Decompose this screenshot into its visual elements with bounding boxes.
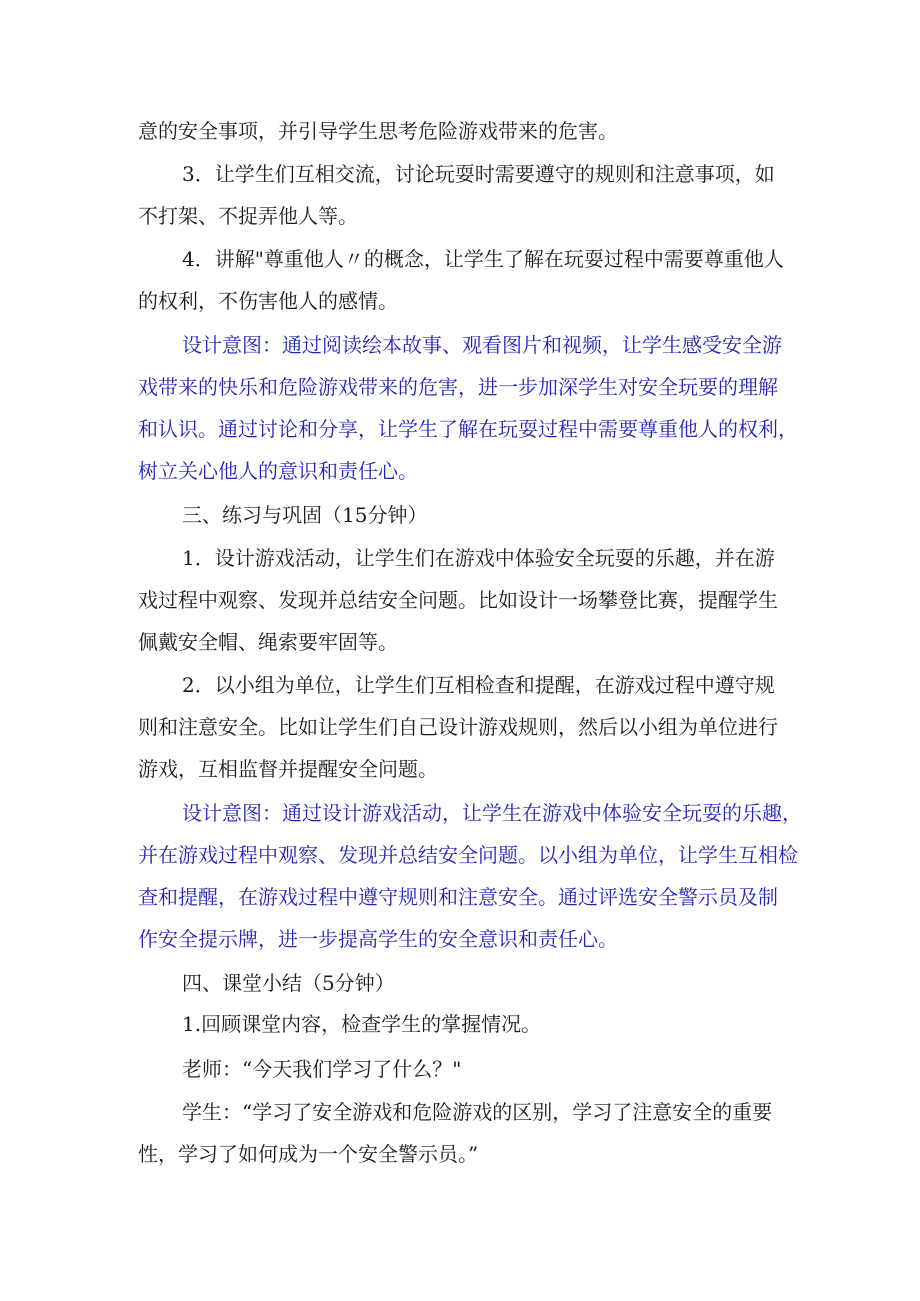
text-line: 作安全提示牌，进一步提高学生的安全意识和责任心。 xyxy=(138,927,618,951)
text-line: 性，学习了如何成为一个安全警示员。” xyxy=(138,1142,479,1166)
text-line: 设计意图：通过设计游戏活动，让学生在游戏中体验安全玩耍的乐趣， xyxy=(182,801,802,825)
text-line: 三、练习与巩固（15分钟） xyxy=(182,503,428,527)
paragraph-practice-2 xyxy=(138,664,788,790)
text-line: 则和注意安全。比如让学生们自己设计游戏规则，然后以小组为单位进行 xyxy=(138,715,778,739)
paragraph-step-4 xyxy=(138,238,788,322)
text-line: 3．让学生们互相交流，讨论玩耍时需要遵守的规则和注意事项，如 xyxy=(182,162,775,186)
section-heading-practice xyxy=(138,494,788,536)
text-line: 树立关心他人的意识和责任心。 xyxy=(138,459,418,483)
text-line: 查和提醒，在游戏过程中遵守规则和注意安全。通过评选安全警示员及制 xyxy=(138,885,778,909)
text-line: 戏过程中观察、发现并总结安全问题。比如设计一场攀登比赛，提醒学生 xyxy=(138,588,778,612)
text-line: 设计意图：通过阅读绘本故事、观看图片和视频，让学生感受安全游 xyxy=(182,333,782,357)
text-line: 佩戴安全帽、绳索要牢固等。 xyxy=(138,630,398,654)
dialogue-teacher xyxy=(138,1048,788,1090)
dialogue-student xyxy=(138,1091,788,1175)
text-line: 意的安全事项，并引导学生思考危险游戏带来的危害。 xyxy=(138,119,618,143)
text-line: 学生：“学习了安全游戏和危险游戏的区别，学习了注意安全的重要 xyxy=(182,1100,773,1124)
design-intent-paragraph xyxy=(138,792,802,960)
text-line: 1.回顾课堂内容，检查学生的掌握情况。 xyxy=(182,1012,542,1036)
text-line: 四、课堂小结（5分钟） xyxy=(182,971,395,995)
text-line: 2．以小组为单位，让学生们互相检查和提醒，在游戏过程中遵守规 xyxy=(182,673,775,697)
paragraph-continuation xyxy=(138,110,788,152)
design-intent-paragraph xyxy=(138,324,798,492)
paragraph-summary-1 xyxy=(138,1003,788,1045)
paragraph-practice-1 xyxy=(138,537,788,663)
section-heading-summary xyxy=(138,962,788,1004)
text-line: 老师：“今天我们学习了什么？" xyxy=(182,1057,462,1081)
paragraph-step-3 xyxy=(138,153,788,237)
text-line: 游戏，互相监督并提醒安全问题。 xyxy=(138,757,438,781)
text-line: 戏带来的快乐和危险游戏带来的危害，进一步加深学生对安全玩要的理解 xyxy=(138,375,778,399)
text-line: 不打架、不捉弄他人等。 xyxy=(138,204,358,228)
text-line: 的权利，不伤害他人的感情。 xyxy=(138,289,398,313)
text-line: 和认识。通过讨论和分享，让学生了解在玩耍过程中需要尊重他人的权利， xyxy=(138,417,798,441)
text-line: 4．讲解"尊重他人〃的概念，让学生了解在玩耍过程中需要尊重他人 xyxy=(182,247,784,271)
text-line: 并在游戏过程中观察、发现并总结安全问题。以小组为单位，让学生互相检 xyxy=(138,843,798,867)
text-line: 1．设计游戏活动，让学生们在游戏中体验安全玩耍的乐趣，并在游 xyxy=(182,546,775,570)
